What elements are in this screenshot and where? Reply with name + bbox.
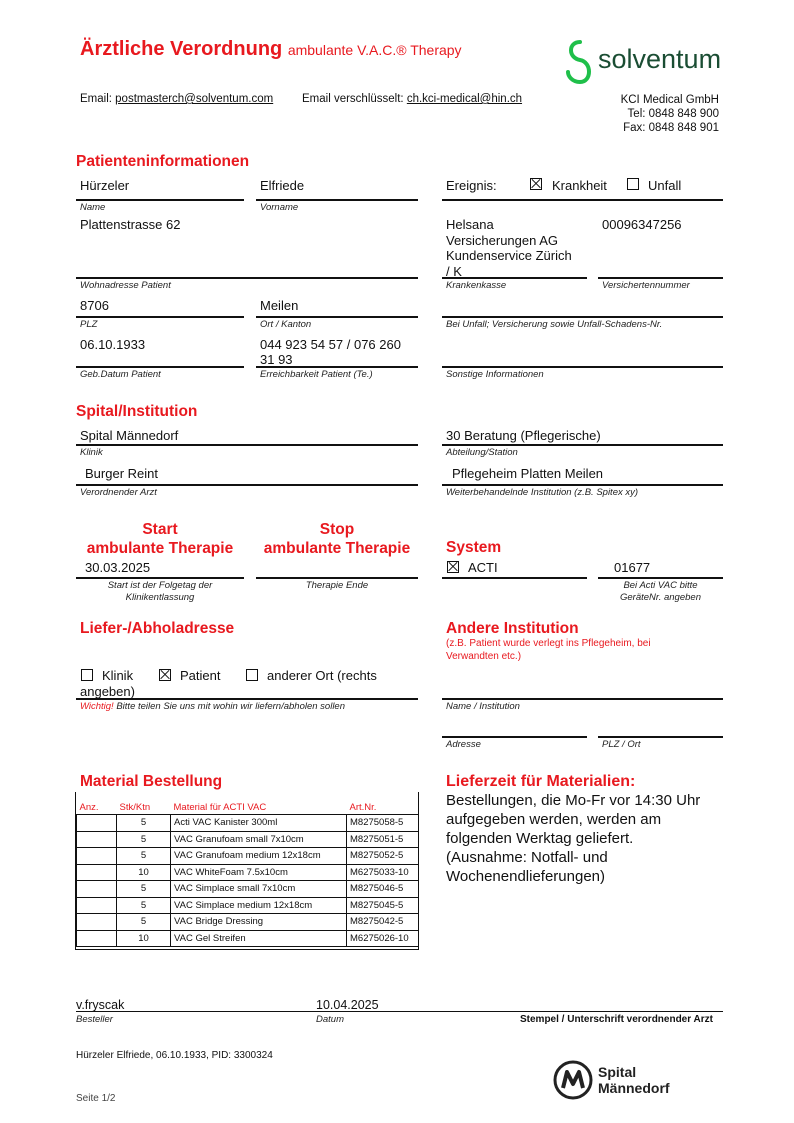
material-row [77,914,419,931]
patient-plz-label: PLZ [80,319,98,330]
sonstige-info-label: Sonstige Informationen [446,369,544,380]
patient-phone-label: Erreichbarkeit Patient (Te.) [260,369,373,380]
stop-title-line: ambulante Therapie [263,540,411,557]
wichtig-note [80,701,345,712]
besteller-value[interactable]: v.fryscak [76,998,125,1012]
abteilung-label: Abteilung/Station [446,447,518,458]
patient-checkbox[interactable] [159,669,171,681]
other-note-line: Verwandten etc.) [446,651,522,662]
email-enc-label: Email verschlüsselt: [302,93,404,105]
title-text: Ärztliche Verordnung [80,38,283,60]
material-row [77,831,419,848]
klinik-label: Klinik [80,447,103,458]
patient-birthdate-label: Geb.Datum Patient [80,369,161,380]
klinik-value[interactable]: Spital Männedorf [80,428,179,443]
company-contact [621,93,719,135]
patient-name-value[interactable]: Hürzeler [80,178,130,193]
stk-cell: 5 [117,881,171,898]
klinik-checkbox[interactable] [81,669,93,681]
start-note [76,580,244,604]
company-tel: Tel: 0848 848 900 [627,108,719,120]
email-line [80,93,273,105]
artnr-cell: M6275026-10 [347,930,419,947]
anderer-ort-label: anderer Ort (rechts [267,668,377,683]
spital-logo-text [598,1064,670,1096]
weiter-institution-value[interactable]: Pflegeheim Platten Meilen [452,466,604,481]
other-note-line: (z.B. Patient wurde verlegt ins Pflegeheim, bei [446,638,651,649]
material-header-row [77,800,419,815]
acti-checkbox[interactable] [447,561,459,573]
anz-cell[interactable] [77,815,117,832]
material-cell: VAC Granufoam small 7x10cm [171,831,347,848]
brand-name: solventum [598,44,722,74]
email-link[interactable]: postmasterch@solventum.com [115,93,274,105]
section-spital-title: Spital/Institution [76,403,198,420]
stk-cell: 5 [117,815,171,832]
lieferzeit-line: folgenden Werktag geliefert. [446,830,634,847]
solventum-s-icon [560,38,600,86]
artnr-cell: M8275058-5 [347,815,419,832]
artnr-cell: M8275042-5 [347,914,419,931]
wichtig-label: Wichtig! [80,701,114,712]
material-cell: VAC WhiteFoam 7.5x10cm [171,864,347,881]
besteller-label: Besteller [76,1014,113,1025]
artnr-cell: M8275051-5 [347,831,419,848]
stk-cell: 10 [117,864,171,881]
phone-line: 044 923 54 57 / 076 260 [260,337,401,352]
stop-note: Therapie Ende [305,580,369,591]
spital-logo-line: Männedorf [598,1080,670,1096]
lieferzeit-line: Bestellungen, die Mo-Fr vor 14:30 Uhr [446,792,701,809]
material-table-body [77,815,419,947]
material-row [77,848,419,865]
stop-title-line: Stop [319,521,355,538]
material-cell: VAC Gel Streifen [171,930,347,947]
solventum-logo [560,38,730,86]
arzt-value[interactable]: Burger Reint [85,466,158,481]
anz-cell[interactable] [77,848,117,865]
patient-vorname-value[interactable]: Elfriede [260,178,305,193]
artnr-cell: M8275045-5 [347,897,419,914]
anz-cell[interactable] [77,930,117,947]
material-table [76,800,419,947]
material-cell: VAC Granufoam medium 12x18cm [171,848,347,865]
patient-vorname-label: Vorname [260,202,299,213]
stop-therapy-title [256,520,418,558]
page-number: Seite 1/2 [76,1093,116,1104]
krankenkasse-label: Krankenkasse [446,280,507,291]
patient-birthdate-value[interactable]: 06.10.1933 [80,337,146,352]
lieferzeit-title: Lieferzeit für Materialien: [446,773,636,790]
anz-cell[interactable] [77,914,117,931]
system-title: System [446,539,502,556]
spital-maennedorf-logo [553,1060,723,1106]
patient-phone-value[interactable] [260,337,401,367]
material-row [77,930,419,947]
krankenkasse-value[interactable] [446,217,572,279]
stempel-label: Stempel / Unterschrift verordnender Arzt [519,1014,713,1025]
plz-ort-label: PLZ / Ort [602,739,641,750]
patient-ort-label: Ort / Kanton [260,319,312,330]
email-encrypted-line [302,93,522,105]
patient-address-value[interactable]: Plattenstrasse 62 [80,217,181,232]
subtitle-text: ambulante V.A.C.® Therapy [287,42,462,58]
patient-name-label: Name [80,202,106,213]
datum-label: Datum [316,1014,344,1025]
klinik-option-label: Klinik [102,668,134,683]
section-patient-title: Patienteninformationen [76,153,250,170]
kasse-line: Kundenservice Zürich [446,248,572,263]
section-material-title: Material Bestellung [80,773,223,790]
material-cell: VAC Simplace small 7x10cm [171,881,347,898]
col-artnr-header: Art.Nr. [347,800,419,815]
krankheit-checkbox[interactable] [530,178,542,190]
start-therapy-title [76,520,244,558]
adresse-label: Adresse [446,739,481,750]
anz-cell[interactable] [77,864,117,881]
unfall-info-label: Bei Unfall; Versicherung sowie Unfall-Schadens-Nr. [446,319,663,330]
system-value: ACTI [468,560,498,575]
stk-cell: 5 [117,914,171,931]
material-row [77,881,419,898]
anz-cell[interactable] [77,881,117,898]
start-note-line: Start ist der Folgetag der [107,580,213,591]
artnr-cell: M8275046-5 [347,881,419,898]
other-institution-title: Andere Institution [446,620,579,637]
material-cell: VAC Bridge Dressing [171,914,347,931]
wichtig-text: Bitte teilen Sie uns mit wohin wir liefern/abholen sollen [113,701,345,712]
unfall-label: Unfall [648,178,682,193]
anderer-ort-label-2: angeben) [80,684,135,699]
start-title-line: Start [142,521,178,538]
versichertennummer-value[interactable]: 00096347256 [602,217,682,232]
patient-plz-value[interactable]: 8706 [80,298,109,313]
geraet-note [598,580,723,604]
start-title-line: ambulante Therapie [86,540,234,557]
material-row [77,815,419,832]
stk-cell: 10 [117,930,171,947]
company-fax: Fax: 0848 848 901 [623,122,719,134]
material-row [77,897,419,914]
material-cell: Acti VAC Kanister 300ml [171,815,347,832]
artnr-cell: M8275052-5 [347,848,419,865]
col-anz-header: Anz. [77,800,117,815]
stk-cell: 5 [117,848,171,865]
col-material-header: Material für ACTI VAC [171,800,347,815]
lieferzeit-line: aufgegeben werden, werden am [446,811,662,828]
kasse-line: / K [446,263,462,279]
versichertennummer-label: Versichertennummer [602,280,690,291]
email-enc-link[interactable]: ch.kci-medical@hin.ch [406,93,523,105]
patient-reference: Hürzeler Elfriede, 06.10.1933, PID: 3300324 [76,1050,273,1061]
datum-value[interactable]: 10.04.2025 [316,998,379,1012]
lieferzeit-line: Wochenendlieferungen) [446,868,606,885]
material-row [77,864,419,881]
page-title [80,38,462,61]
weiter-institution-label: Weiterbehandelnde Institution (z.B. Spitex xy) [446,487,639,498]
phone-line: 31 93 [260,352,293,367]
geraet-note-line: GeräteNr. angeben [620,592,701,603]
spital-logo-icon [553,1060,593,1100]
other-institution-note [446,637,651,663]
company-name: KCI Medical GmbH [620,94,719,106]
arzt-label: Verordnender Arzt [80,487,157,498]
krankheit-label: Krankheit [552,178,607,193]
ereignis-label: Ereignis: [446,178,497,193]
patient-address-label: Wohnadresse Patient [80,280,171,291]
material-cell: VAC Simplace medium 12x18cm [171,897,347,914]
email-label: Email: [80,93,112,105]
spital-logo-line: Spital [598,1064,637,1080]
abteilung-value[interactable]: 30 Beratung (Pflegerische) [446,428,601,443]
artnr-cell: M6275033-10 [347,864,419,881]
lieferzeit-text [446,791,700,886]
stk-cell: 5 [117,831,171,848]
anz-cell[interactable] [77,831,117,848]
patient-option-label: Patient [180,668,221,683]
section-delivery-title: Liefer-/Abholadresse [80,620,235,637]
name-institution-label: Name / Institution [446,701,520,712]
geraet-nr-value[interactable]: 01677 [614,560,651,575]
col-stk-header: Stk/Ktn [117,800,171,815]
start-note-line: Klinikentlassung [125,592,195,603]
patient-ort-value[interactable]: Meilen [260,298,299,313]
lieferzeit-line: (Ausnahme: Notfall- und [446,849,608,866]
start-date-value[interactable]: 30.03.2025 [85,560,151,575]
geraet-note-line: Bei Acti VAC bitte [623,580,698,591]
kasse-line: Versicherungen AG [446,232,559,248]
stk-cell: 5 [117,897,171,914]
anderer-ort-checkbox[interactable] [246,669,258,681]
anz-cell[interactable] [77,897,117,914]
unfall-checkbox[interactable] [627,178,639,190]
kasse-line: Helsana [446,217,494,232]
